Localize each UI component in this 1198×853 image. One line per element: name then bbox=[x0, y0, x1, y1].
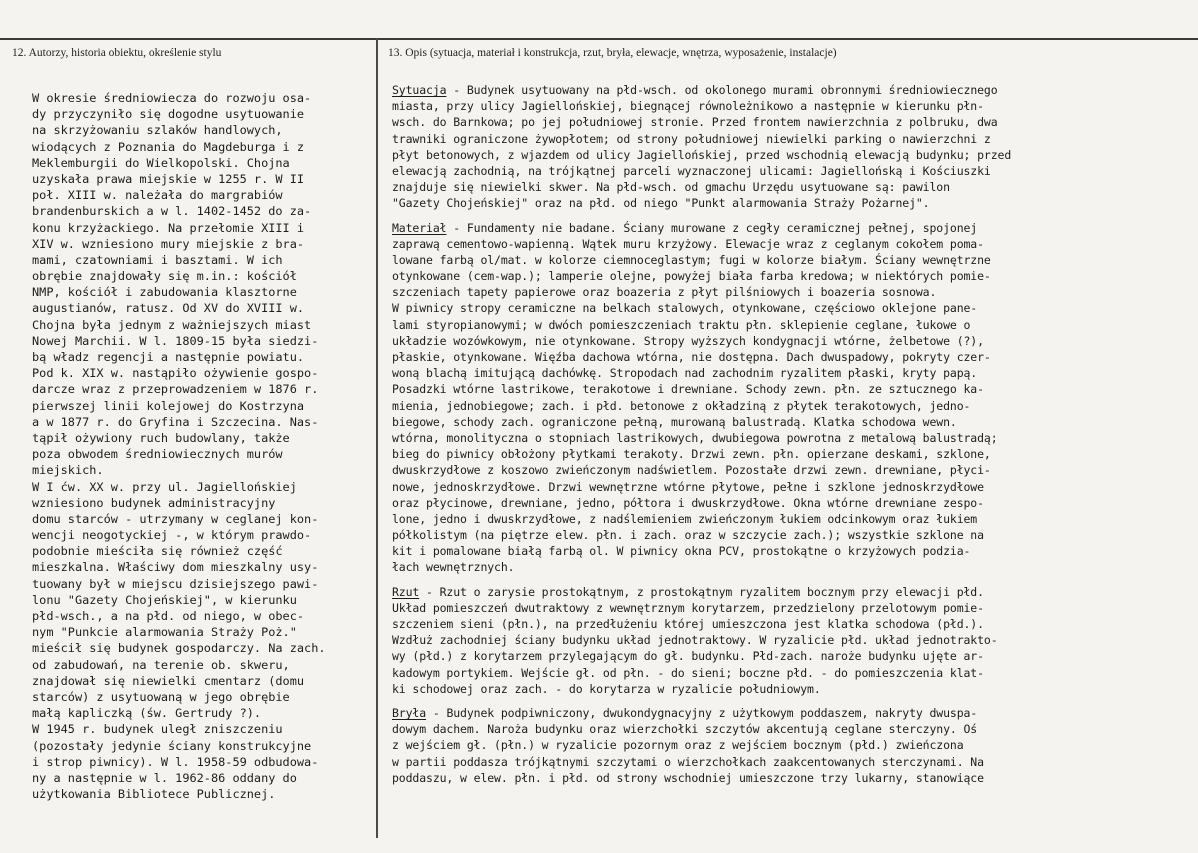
history-text-line: na skrzyżowaniu szlaków handlowych, bbox=[32, 123, 283, 138]
history-text-line: mieścił się budynek gospodarczy. Na zach. bbox=[32, 641, 326, 656]
description-text-line: wsch. do Barnkowa; po jej południowej stronie. Przed frontem nawierzchnia z polbruku, dwa bbox=[392, 115, 998, 130]
description-text-line: w partii poddasza trójkątnymi szczytami o wierzchołkach zaakcentowanych sterczynami. Na bbox=[392, 754, 984, 769]
section-heading: Materiał bbox=[392, 220, 447, 235]
history-text-line: a w 1877 r. do Gryfina i Szczecina. Nas- bbox=[32, 414, 319, 429]
history-text-line: dy przyczyniło się dogodne usytuowanie bbox=[32, 107, 305, 122]
description-text-line: lone, jedno i dwuskrzydłowe, z nadślemieniem zwieńczonym łukiem odcinkowym oraz łukiem bbox=[392, 511, 978, 526]
section-text: - Fundamenty nie badane. Ściany murowane z cegły ceramicznej pełnej, spojonej bbox=[446, 220, 978, 235]
section-gap bbox=[392, 212, 1192, 220]
history-text-line: brandenburskich a w l. 1402-1452 do za- bbox=[32, 204, 312, 219]
description-text-line: wtórna, monolityczna o stopniach lastrikowych, dwubiegowa powrotna z metalową balustradą; bbox=[392, 430, 998, 445]
history-text-line: domu starców - utrzymany w ceglanej kon- bbox=[32, 511, 319, 526]
history-text-line: darcze wraz z przeprowadzeniem w 1876 r. bbox=[32, 382, 319, 397]
description-text-line: W piwnicy stropy ceramiczne na belkach stalowych, otynkowane, częściowo oklejone pane- bbox=[392, 301, 978, 316]
description-text-line: znajduje się niewielki skwer. Na płd-wsch. od gmachu Urzędu usytuowane są: pawilon bbox=[392, 180, 950, 195]
description-text-line bbox=[392, 82, 1192, 98]
history-text-line: W okresie średniowiecza do rozwoju osa- bbox=[32, 91, 312, 105]
history-text-line: W 1945 r. budynek uległ zniszczeniu bbox=[32, 722, 283, 737]
description-text-line: mienia, jednobiegowe; zach. i płd. betonowe z okładziną z płytek terakotowych, jedno- bbox=[392, 398, 971, 413]
description-text-line: lami styropianowymi; w dwóch pomieszczeniach traktu płn. sklepienie ceglane, łukowe o bbox=[392, 317, 971, 332]
history-text-line: mami, czatowniami i basztami. W ich bbox=[32, 252, 283, 267]
description-text-line: miasta, przy ulicy Jagiellońskiej, biegnącej równoleżnikowo a następnie w kierunku płn- bbox=[392, 99, 984, 114]
description-text-line: dwuskrzydłowe z koszowo zwieńczonym nadświetlem. Pozostałe drzwi zewn. drewniane, płyci- bbox=[392, 463, 991, 478]
description-text-line: szczeniach tapety papierowe oraz boazeria z płyt pilśniowych i boazeria sosnowa. bbox=[392, 285, 937, 300]
description-text-line: wy (płd.) z korytarzem przylegającym do gł. budynku. Płd-zach. naroże budynku ujęte ar- bbox=[392, 649, 984, 664]
top-rule bbox=[0, 38, 1198, 40]
description-section bbox=[392, 705, 1192, 786]
description-section bbox=[392, 584, 1192, 697]
history-text-line: Chojna była jednym z ważniejszych miast bbox=[32, 317, 312, 332]
history-text-line: starców) z usytuowaną w jego obrębie bbox=[32, 689, 290, 704]
description-text-line: poddaszu, w elew. płn. i płd. od strony wschodniej umieszczone trzy lukarny, stanowiące bbox=[392, 770, 984, 785]
history-text-line: płd-wsch., a na płd. od niego, w obec- bbox=[32, 609, 305, 623]
description-text-line: trawniki ograniczone żywopłotem; od strony południowej niewielki parking o nawierzchni z bbox=[392, 131, 991, 146]
description-text-line: elewacją zachodnią, na trójkątnej parceli wyznaczonej ulicami: Jagiellońską i Kościuszki bbox=[392, 163, 991, 178]
history-text-line: pierwszej linii kolejowej do Kostrzyna bbox=[32, 398, 305, 413]
description-text-line: lowane farbą ol/mat. w kolorze ciemnoceglastym; fugi w kolorze białym. Ściany wewnętrzne bbox=[392, 252, 991, 267]
description-section bbox=[392, 220, 1192, 576]
description-text-line bbox=[392, 705, 1192, 721]
section-text: - Budynek usytuowany na płd-wsch. od okolonego murami obronnymi średniowiecznego bbox=[446, 83, 998, 97]
section-heading: Bryła bbox=[392, 705, 427, 720]
history-text-line: nym "Punkcie alarmowania Straży Poż." bbox=[32, 625, 297, 640]
description-text-line: bieg do piwnicy obłożony płytkami terakoty. Drzwi zewn. płn. opierzane deskami, szklone, bbox=[392, 447, 991, 462]
history-text-line: uzyskała prawa miejskie w 1255 r. W II bbox=[32, 171, 305, 186]
description-text-line: ki schodowej oraz zach. - do korytarza w ryzalicie południowym. bbox=[392, 681, 821, 696]
section-gap bbox=[392, 576, 1192, 584]
history-text-line: i strop piwnicy). W l. 1958-59 odbudowa- bbox=[32, 754, 319, 769]
description-text-line: woną blachą imitującą dachówkę. Stropodach nad zachodnim ryzalitem płaski, kryty papą. bbox=[392, 366, 978, 381]
history-text-line: miejskich. bbox=[32, 463, 104, 478]
history-text-line: mieszkalna. Właściwy dom mieszkalny usy- bbox=[32, 560, 319, 575]
history-text-line: poł. XIII w. należała do margrabiów bbox=[32, 188, 283, 203]
description-text-line: szczeniem sieni (płn.), na przedłużeniu której umieszczona jest klatka schodowa (płd.). bbox=[392, 617, 984, 631]
history-text-line: małą kapliczką (św. Gertrudy ?). bbox=[32, 706, 262, 721]
history-text-line: bą władz regencji a następnie powiatu. bbox=[32, 350, 305, 364]
description-text-line bbox=[392, 584, 1192, 600]
description-text-line: płaskie, otynkowane. Więźba dachowa wtórna, nie dostępna. Dach dwuspadowy, pokryty czer- bbox=[392, 350, 991, 364]
history-text-line: augustianów, ratusz. Od XV do XVIII w. bbox=[32, 301, 305, 316]
section-heading: Rzut bbox=[392, 584, 420, 599]
history-text-line: tuowany był w miejscu dzisiejszego pawi- bbox=[32, 576, 319, 591]
history-text-line: tąpił ożywiony ruch budowlany, także bbox=[32, 430, 290, 445]
section-gap bbox=[392, 697, 1192, 705]
description-text-line: płyt betonowych, z wjazdem od ulicy Jagiellońskiej, przed wschodnią elewacją budynku; przed bbox=[392, 147, 1012, 162]
description-text-line bbox=[392, 220, 1192, 236]
description-text-line: Wzdłuż zachodniej ściany budynku układ jednotraktowy. W ryzalicie płd. układ jednotrakto- bbox=[392, 633, 998, 648]
history-text-line: Meklemburgii do Wielkopolski. Chojna bbox=[32, 155, 290, 170]
history-text-line: wiodących z Poznania do Magdeburga i z bbox=[32, 139, 305, 154]
description-text-line: zaprawą cementowo-wapienną. Wątek muru krzyżowy. Elewacje wraz z ceglanym cokołem poma- bbox=[392, 236, 984, 251]
history-text-line: użytkowania Bibliotece Publicznej. bbox=[32, 787, 276, 802]
description-text-line: dowym dachem. Naroża budynku oraz wierzchołki szczytów akcentują ceglane sterczyny. Oś bbox=[392, 722, 978, 737]
description-text-line: otynkowane (cem-wap.); lamperie olejne, powyżej biała farba kredowa; w niektórych pomie- bbox=[392, 269, 991, 284]
history-text-line: wencji neogotyckiej -, w którym prawdo- bbox=[32, 528, 312, 543]
history-text-line: podobnie mieściła się również część bbox=[32, 544, 283, 559]
description-column bbox=[392, 82, 1192, 786]
history-text-line: (pozostały jedynie ściany konstrukcyjne bbox=[32, 738, 312, 753]
history-text-line: znajdował się niewielki cmentarz (domu bbox=[32, 673, 305, 688]
history-text-line: poza obwodem średniowiecznych murów bbox=[32, 447, 283, 462]
description-text-line: kadowym portykiem. Wejście gł. od płn. - do sieni; boczne płd. - do pomieszczenia klat- bbox=[392, 665, 984, 680]
description-text-line: kit i pomalowane białą farbą ol. W piwnicy okna PCV, prostokątne o krzyżowych podzia- bbox=[392, 544, 971, 559]
history-column bbox=[32, 90, 377, 802]
section-text: - Budynek podpiwniczony, dwukondygnacyjny z użytkowym poddaszem, nakryty dwuspa- bbox=[426, 705, 978, 720]
description-text-line: półkolistym (na piętrze elew. płn. i zach. oraz w szczycie zach.); wszystkie szklone na bbox=[392, 528, 984, 543]
section-heading: Sytuacja bbox=[392, 83, 447, 97]
history-text-line: NMP, kościół i zabudowania klasztorne bbox=[32, 285, 297, 300]
history-text-line: XIV w. wzniesiono mury miejskie z bra- bbox=[32, 236, 305, 251]
history-text-line: lonu "Gazety Chojeńskiej", w kierunku bbox=[32, 592, 297, 607]
history-text-line: Pod k. XIX w. nastąpiło ożywienie gospo- bbox=[32, 366, 319, 381]
history-text-line: Nowej Marchii. W l. 1809-15 była siedzi- bbox=[32, 333, 319, 348]
description-text-line: układzie wozówkowym, nie otynkowane. Stropy wyższych kondygnacji wtórne, żelbetowe (?), bbox=[392, 333, 984, 348]
description-text-line: z wejściem gł. (płn.) w ryzalicie pozornym oraz z wejściem bocznym (płd.) zwieńczona bbox=[392, 738, 964, 753]
history-text-line: od zabudowań, na terenie ob. skweru, bbox=[32, 657, 290, 672]
description-text-line: nowe, jednoskrzydłowe. Drzwi wewnętrzne wtórne płytowe, pełne i szklone jednoskrzydłowe bbox=[392, 479, 984, 494]
history-text-line: konu krzyżackiego. Na przełomie XIII i bbox=[32, 220, 305, 235]
description-text-line: biegowe, schody zach. ograniczone pełną, murowaną balustradą. Klatka schodowa wewn. bbox=[392, 414, 957, 429]
description-text-line: "Gazety Chojeńskiej" oraz na płd. od niego "Punkt alarmowania Straży Pożarnej". bbox=[392, 196, 930, 211]
history-text-line: ny a następnie w l. 1962-86 oddany do bbox=[32, 770, 297, 785]
right-column-header: 13. Opis (sytuacja, materiał i konstrukcja, rzut, bryła, elewacje, wnętrza, wyposażenie, instalacje) bbox=[388, 47, 837, 59]
history-text-line: W I ćw. XX w. przy ul. Jagiellońskiej bbox=[32, 479, 297, 494]
section-text: - Rzut o zarysie prostokątnym, z prostokątnym ryzalitem bocznym przy elewacji płd. bbox=[419, 584, 984, 599]
description-text-line: łach wewnętrznych. bbox=[392, 560, 515, 575]
history-text-line: obrębie znajdowały się m.in.: kościół bbox=[32, 269, 297, 284]
description-text-line: Układ pomieszczeń dwutraktowy z wewnętrznym korytarzem, przedzielony przelotowym pomie- bbox=[392, 600, 984, 615]
description-section bbox=[392, 82, 1192, 212]
description-text-line: oraz płycinowe, drewniane, jedno, półtora i dwuskrzydłowe. Okna wtórne drewniane zespo- bbox=[392, 495, 984, 510]
left-column-header: 12. Autorzy, historia obiektu, określenie stylu bbox=[12, 47, 222, 59]
description-text-line: Posadzki wtórne lastrikowe, terakotowe i drewniane. Schody zewn. płn. ze sztucznego ka- bbox=[392, 382, 984, 397]
history-text-line: wzniesiono budynek administracyjny bbox=[32, 495, 276, 510]
